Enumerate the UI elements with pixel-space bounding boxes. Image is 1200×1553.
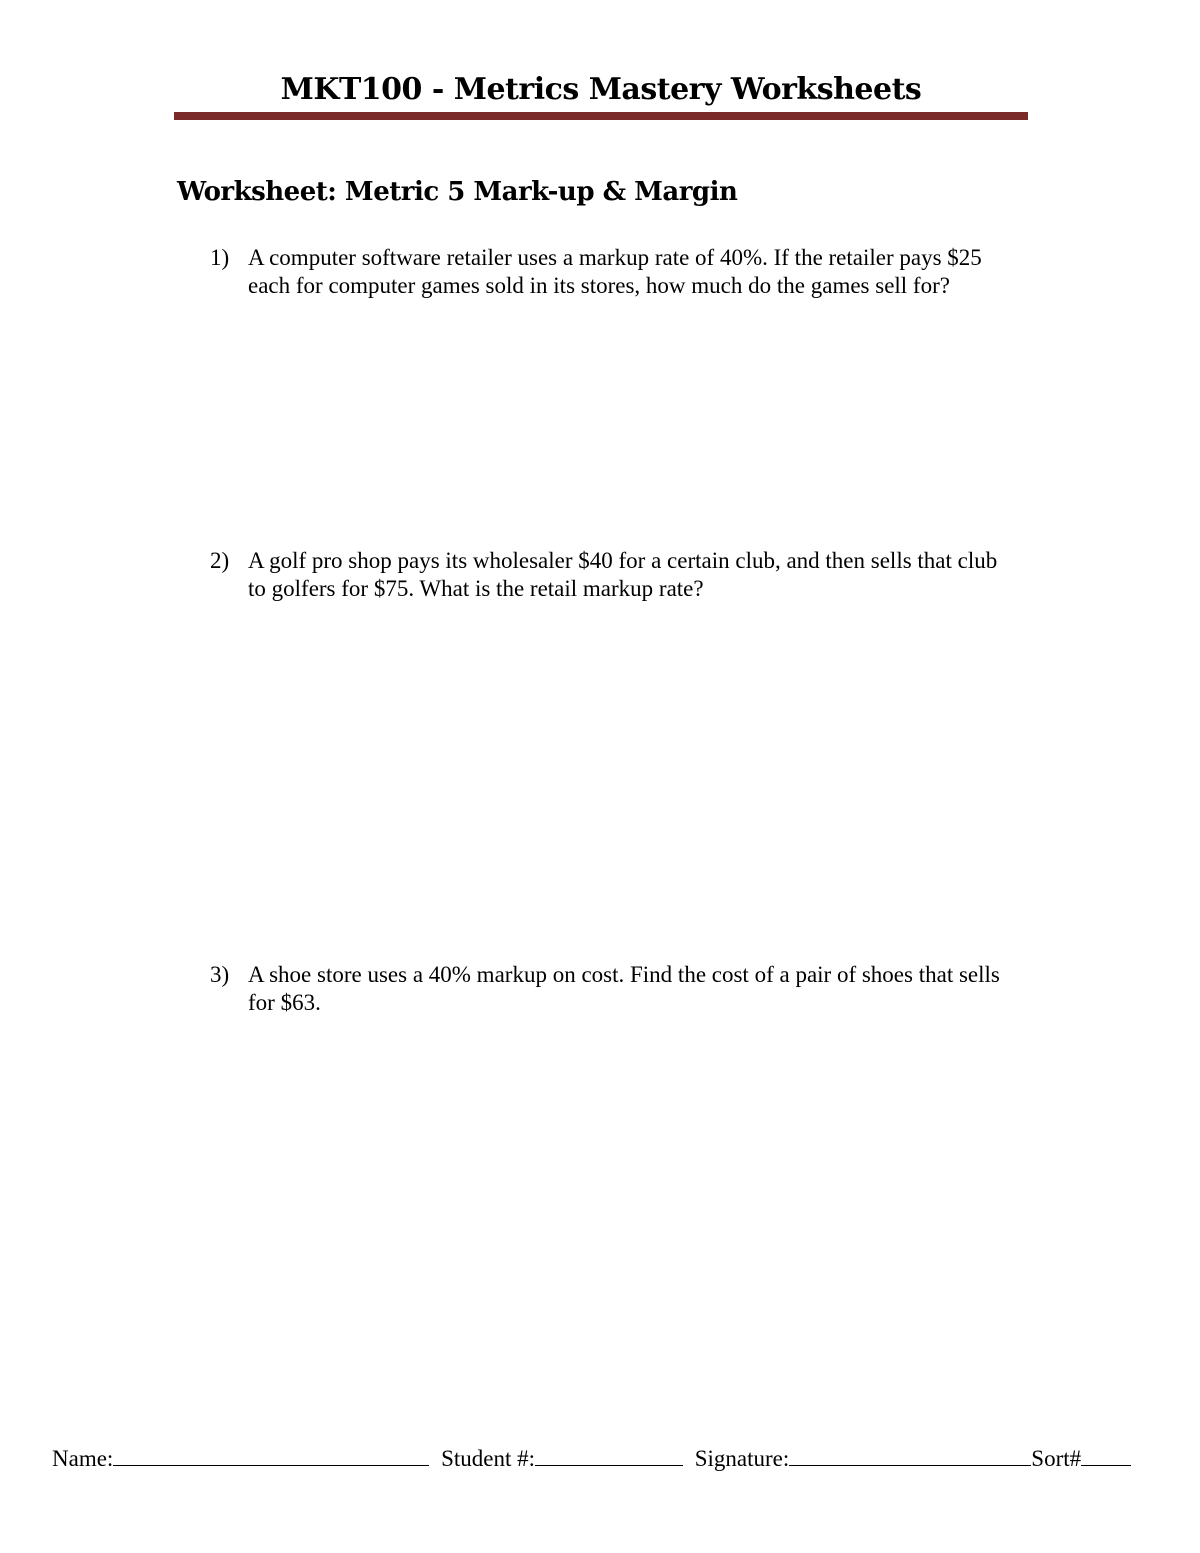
question-text: A computer software retailer uses a markup rate of 40%. If the retailer pays $25 each for computer games sold in its stores, how much do the games sell for?: [248, 245, 982, 298]
question-number: 2): [210, 548, 230, 573]
footer-fields: [52, 1444, 1152, 1474]
student-number-field[interactable]: [535, 1445, 683, 1466]
signature-field[interactable]: [789, 1445, 1031, 1466]
page-title: MKT100 - Metrics Mastery Worksheets: [280, 72, 922, 107]
worksheet-heading: Worksheet: Metric 5 Mark-up & Margin: [177, 177, 738, 207]
question-1: [210, 244, 1020, 300]
signature-label: Signature:: [694, 1446, 790, 1471]
question-3: [210, 961, 1020, 1017]
name-label: Name:: [52, 1446, 114, 1471]
name-field[interactable]: [113, 1445, 429, 1466]
sort-label: Sort#: [1031, 1446, 1082, 1471]
question-2: [210, 547, 1020, 603]
question-number: 3): [210, 962, 230, 987]
question-number: 1): [210, 245, 230, 270]
title-rule: [174, 112, 1028, 120]
question-text: A shoe store uses a 40% markup on cost. Find the cost of a pair of shoes that sells for $63.: [248, 962, 1000, 1015]
page-header: [174, 70, 1028, 110]
student-number-label: Student #:: [441, 1446, 535, 1471]
sort-field[interactable]: [1081, 1445, 1131, 1466]
question-text: A golf pro shop pays its wholesaler $40 for a certain club, and then sells that club to golfers for $75. What is the retail markup rate?: [248, 548, 998, 601]
